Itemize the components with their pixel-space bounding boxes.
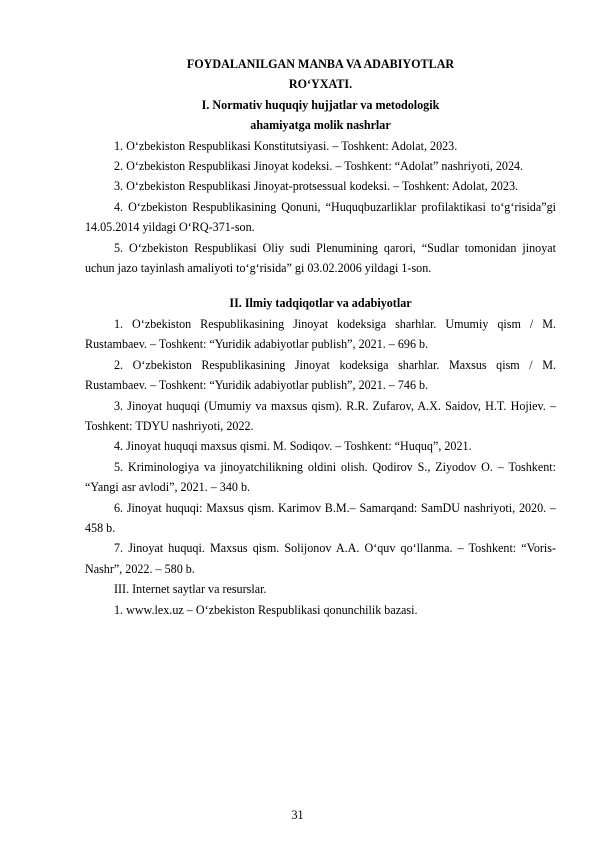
section2-item-5: 5. Kriminologiya va jinoyatchilikning oldini olish. Qodirov S., Ziyodov O. – Toshkent: “Yangi asr avlodi”, 2021. – 340 b.	[85, 459, 556, 495]
section2-item-3: 3. Jinoyat huquqi (Umumiy va maxsus qism). R.R. Zufarov, A.X. Saidov, H.T. Hojiev. – Toshkent: TDYU nashriyoti, 2022.	[85, 398, 556, 433]
section1-item-2: 2. O‘zbekiston Respublikasi Jinoyat kodeksi. – Toshkent: “Adolat” nashriyoti, 2024.	[114, 159, 524, 174]
section2-item-1: 1. O‘zbekiston Respublikasining Jinoyat kodeksiga sharhlar. Umumiy qism / M. Rustambaev. – Toshkent: “Yuridik adabiyotlar publish”, 2021. – 696 b.	[85, 316, 556, 352]
section1-item-1: 1. O‘zbekiston Respublikasi Konstitutsiyasi. – Toshkent: Adolat, 2023.	[114, 138, 458, 153]
section2-item-2: 2. O‘zbekiston Respublikasining Jinoyat kodeksiga sharhlar. Maxsus qism / M. Rustambaev. – Toshkent: “Yuridik adabiyotlar publish”, 2021. – 746 b.	[85, 357, 556, 393]
section-spacer	[85, 278, 556, 293]
section3-heading: III. Internet saytlar va resurslar.	[114, 582, 267, 597]
document-page	[85, 54, 556, 620]
section2-item-6: 6. Jinoyat huquqi: Maxsus qism. Karimov B.M.– Samarqand: SamDU nashriyoti, 2020. – 458 b.	[85, 500, 556, 535]
section1-heading-line2: ahamiyatga molik nashrlar	[250, 118, 391, 133]
section2-heading: II. Ilmiy tadqiqotlar va adabiyotlar	[229, 296, 412, 311]
section3-item-1: 1. www.lex.uz – O‘zbekiston Respublikasi qonunchilik bazasi.	[114, 602, 418, 617]
section1-heading-line1: I. Normativ huquqiy hujjatlar va metodologik	[201, 97, 440, 112]
document-title-line2: RO‘YXATI.	[288, 77, 353, 92]
document-title-line1: FOYDALANILGAN MANBA VA ADABIYOTLAR	[186, 57, 455, 71]
section1-item-5: 5. O‘zbekiston Respublikasi Oliy sudi Plenumining qarori, “Sudlar tomonidan jinoyat uchun jazo tayinlash amaliyoti to‘g‘risida” gi 03.02.2006 yildagi 1-son.	[85, 240, 556, 276]
section1-item-4: 4. O‘zbekiston Respublikasining Qonuni, “Huquqbuzarliklar profilaktikasi to‘g‘risida”gi 14.05.2014 yildagi O‘RQ-371-son.	[85, 199, 556, 235]
section2-item-4: 4. Jinoyat huquqi maxsus qismi. M. Sodiqov. – Toshkent: “Huquq”, 2021.	[114, 439, 472, 454]
page-number: 31	[291, 808, 304, 822]
section1-item-3: 3. O‘zbekiston Respublikasi Jinoyat-protsessual kodeksi. – Toshkent: Adolat, 2023.	[114, 179, 519, 194]
section2-item-7: 7. Jinoyat huquqi. Maxsus qism. Solijonov A.A. O‘quv qo‘llanma. – Toshkent: “Voris-Nashr”, 2022. – 580 b.	[85, 541, 556, 576]
